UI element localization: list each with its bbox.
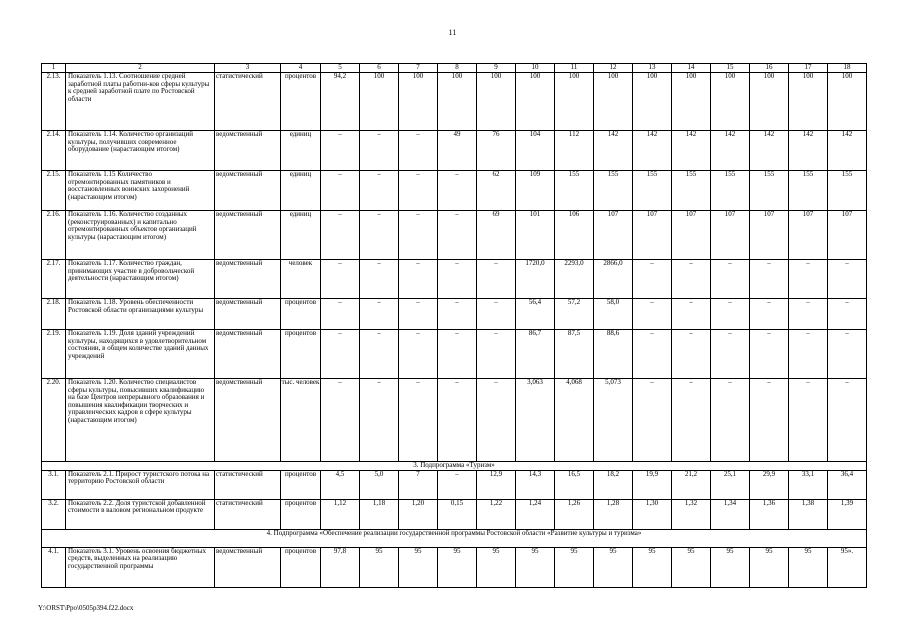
value-cell: –	[438, 171, 477, 211]
value-cell: 21,2	[672, 470, 711, 499]
value-cell: –	[750, 379, 789, 462]
value-cell: –	[321, 211, 360, 260]
value-cell: –	[360, 330, 399, 379]
value-cell: 100	[438, 73, 477, 131]
value-cell: 1,28	[594, 499, 633, 529]
value-cell: 155	[555, 171, 594, 211]
column-number: 15	[711, 64, 750, 73]
value-cell: –	[321, 131, 360, 171]
row-index: 2.19.	[42, 330, 66, 379]
value-cell: –	[789, 379, 828, 462]
value-cell: 142	[789, 131, 828, 171]
value-cell: –	[477, 379, 516, 462]
value-cell: 3,063	[516, 379, 555, 462]
value-cell: 95	[711, 547, 750, 587]
value-cell: 100	[555, 73, 594, 131]
indicator-name: Показатель 3.1. Уровень освоения бюджетных средств, выделенных на реализацию государственной программы	[66, 547, 215, 587]
value-cell: 95	[516, 547, 555, 587]
column-number: 13	[633, 64, 672, 73]
indicator-name: Показатель 1.14. Количество организаций культуры, получивших современное оборудование (нарастающим итогом)	[66, 131, 215, 171]
unit-of-measure: человек	[281, 260, 321, 299]
row-index: 2.16.	[42, 211, 66, 260]
value-cell: 97,8	[321, 547, 360, 587]
table-row	[42, 470, 867, 499]
value-cell: –	[399, 330, 438, 379]
value-cell: 29,9	[750, 470, 789, 499]
value-cell: –	[399, 260, 438, 299]
value-cell: 95	[672, 547, 711, 587]
value-cell: 107	[828, 211, 867, 260]
value-cell: 107	[633, 211, 672, 260]
row-index: 2.20.	[42, 379, 66, 462]
value-cell: 142	[828, 131, 867, 171]
indicator-name: Показатель 1.16. Количество созданных (реконструированных) и капитально отремонтированных объектов организаций культуры (нарастающим итогом)	[66, 211, 215, 260]
unit-of-measure: процентов	[281, 470, 321, 499]
indicator-name: Показатель 2.1. Прирост туристского потока на территорию Ростовской области	[66, 470, 215, 499]
value-cell: 1,32	[672, 499, 711, 529]
column-number: 14	[672, 64, 711, 73]
table-row	[42, 260, 867, 299]
data-source: статистический	[215, 499, 281, 529]
data-source: ведомственный	[215, 330, 281, 379]
data-source: ведомственный	[215, 547, 281, 587]
section-title: 3. Подпрограмма «Туризм»	[42, 462, 867, 471]
value-cell: 56,4	[516, 299, 555, 330]
section-row	[42, 529, 867, 547]
value-cell: –	[438, 379, 477, 462]
data-source: ведомственный	[215, 260, 281, 299]
value-cell: 1,12	[321, 499, 360, 529]
column-number: 12	[594, 64, 633, 73]
unit-of-measure: процентов	[281, 547, 321, 587]
value-cell: 95	[477, 547, 516, 587]
value-cell: 100	[672, 73, 711, 131]
value-cell: –	[828, 330, 867, 379]
indicator-name: Показатель 1.17. Количество граждан, принимающих участие в добровольческой деятельности (нарастающим итогом)	[66, 260, 215, 299]
value-cell: –	[750, 299, 789, 330]
value-cell: –	[321, 171, 360, 211]
value-cell: 100	[360, 73, 399, 131]
value-cell: –	[438, 260, 477, 299]
value-cell: 94,2	[321, 73, 360, 131]
value-cell: 1,24	[516, 499, 555, 529]
value-cell: 86,7	[516, 330, 555, 379]
value-cell: –	[828, 260, 867, 299]
value-cell: 1,20	[399, 499, 438, 529]
value-cell: 100	[633, 73, 672, 131]
value-cell: –	[438, 470, 477, 499]
column-number: 17	[789, 64, 828, 73]
value-cell: –	[321, 330, 360, 379]
row-index: 3.2.	[42, 499, 66, 529]
value-cell: –	[633, 260, 672, 299]
value-cell: 100	[789, 73, 828, 131]
data-source: ведомственный	[215, 131, 281, 171]
value-cell: 142	[633, 131, 672, 171]
column-number: 6	[360, 64, 399, 73]
value-cell: 5,0	[360, 470, 399, 499]
row-index: 2.17.	[42, 260, 66, 299]
indicator-name: Показатель 1.13. Соотношение средней заработной платы работни-ков сферы культуры к средней заработной плате по Ростовской области	[66, 73, 215, 131]
value-cell: –	[750, 330, 789, 379]
indicator-name: Показатель 2.2. Доля туристской добавленной стоимости в валовом региональном продукте	[66, 499, 215, 529]
column-number: 16	[750, 64, 789, 73]
value-cell: 16,5	[555, 470, 594, 499]
value-cell: 1,26	[555, 499, 594, 529]
column-number: 2	[66, 64, 215, 73]
column-number: 5	[321, 64, 360, 73]
value-cell: 1,22	[477, 499, 516, 529]
value-cell: 100	[399, 73, 438, 131]
value-cell: –	[321, 299, 360, 330]
value-cell: –	[711, 299, 750, 330]
value-cell: –	[633, 330, 672, 379]
value-cell: –	[789, 299, 828, 330]
column-number: 3	[215, 64, 281, 73]
value-cell: –	[789, 260, 828, 299]
value-cell: 95	[750, 547, 789, 587]
data-source: ведомственный	[215, 171, 281, 211]
value-cell: 95	[594, 547, 633, 587]
value-cell: 87,5	[555, 330, 594, 379]
unit-of-measure: тыс. человек	[281, 379, 321, 462]
value-cell: –	[399, 299, 438, 330]
data-source: ведомственный	[215, 379, 281, 462]
value-cell: 107	[711, 211, 750, 260]
value-cell: –	[360, 131, 399, 171]
table-row	[42, 299, 867, 330]
table-row	[42, 131, 867, 171]
section-row	[42, 462, 867, 471]
value-cell: 155	[672, 171, 711, 211]
value-cell: –	[672, 299, 711, 330]
row-index: 3.1.	[42, 470, 66, 499]
indicator-name: Показатель 1.19. Доля зданий учреждений культуры, находящихся в удовлетворительном состоянии, в общем количестве зданий данных учреждений	[66, 330, 215, 379]
value-cell: –	[477, 260, 516, 299]
unit-of-measure: процентов	[281, 330, 321, 379]
data-source: ведомственный	[215, 211, 281, 260]
value-cell: –	[672, 260, 711, 299]
value-cell: 18,2	[594, 470, 633, 499]
value-cell: 155	[711, 171, 750, 211]
value-cell: 57,2	[555, 299, 594, 330]
value-cell: 100	[594, 73, 633, 131]
row-index: 2.13.	[42, 73, 66, 131]
value-cell: –	[711, 379, 750, 462]
value-cell: 69	[477, 211, 516, 260]
value-cell: –	[360, 260, 399, 299]
column-number: 11	[555, 64, 594, 73]
value-cell: 155	[594, 171, 633, 211]
table-row	[42, 379, 867, 462]
table-row	[42, 211, 867, 260]
value-cell: 95	[360, 547, 399, 587]
data-source: статистический	[215, 470, 281, 499]
value-cell: 0,15	[438, 499, 477, 529]
value-cell: 1,30	[633, 499, 672, 529]
value-cell: 104	[516, 131, 555, 171]
unit-of-measure: единиц	[281, 131, 321, 171]
page-number: 11	[448, 28, 457, 37]
value-cell: –	[789, 330, 828, 379]
value-cell: 107	[594, 211, 633, 260]
unit-of-measure: единиц	[281, 211, 321, 260]
value-cell: –	[360, 211, 399, 260]
value-cell: –	[321, 379, 360, 462]
value-cell: 142	[750, 131, 789, 171]
value-cell: –	[399, 131, 438, 171]
value-cell: 101	[516, 211, 555, 260]
value-cell: 14,3	[516, 470, 555, 499]
table-row	[42, 547, 867, 587]
value-cell: –	[711, 260, 750, 299]
value-cell: 142	[711, 131, 750, 171]
value-cell: 88,6	[594, 330, 633, 379]
value-cell: 1,18	[360, 499, 399, 529]
value-cell: 155	[750, 171, 789, 211]
column-number: 18	[828, 64, 867, 73]
value-cell: 1,36	[750, 499, 789, 529]
value-cell: 107	[750, 211, 789, 260]
value-cell: 2866,0	[594, 260, 633, 299]
value-cell: –	[360, 171, 399, 211]
value-cell: 155	[828, 171, 867, 211]
value-cell: –	[360, 299, 399, 330]
value-cell: –	[828, 299, 867, 330]
value-cell: –	[399, 211, 438, 260]
column-number: 4	[281, 64, 321, 73]
value-cell: 155	[789, 171, 828, 211]
value-cell: 95	[789, 547, 828, 587]
column-number: 7	[399, 64, 438, 73]
indicator-name: Показатель 1.18. Уровень обеспеченности Ростовской области организациями культуры	[66, 299, 215, 330]
value-cell: –	[360, 379, 399, 462]
value-cell: 12,9	[477, 470, 516, 499]
value-cell: –	[321, 260, 360, 299]
unit-of-measure: единиц	[281, 171, 321, 211]
value-cell: –	[672, 379, 711, 462]
value-cell: 142	[594, 131, 633, 171]
value-cell: –	[477, 330, 516, 379]
data-source: статистический	[215, 73, 281, 131]
value-cell: 95».	[828, 547, 867, 587]
value-cell: –	[711, 330, 750, 379]
table-row	[42, 73, 867, 131]
unit-of-measure: процентов	[281, 499, 321, 529]
column-number: 10	[516, 64, 555, 73]
value-cell: 1720,0	[516, 260, 555, 299]
value-cell: 100	[516, 73, 555, 131]
value-cell: 95	[438, 547, 477, 587]
file-path-footer: Y:\ORST\Ppo\0505p394.f22.docx	[38, 604, 134, 612]
column-number: 8	[438, 64, 477, 73]
value-cell: –	[750, 260, 789, 299]
value-cell: 2293,0	[555, 260, 594, 299]
value-cell: –	[828, 379, 867, 462]
value-cell: 107	[789, 211, 828, 260]
value-cell: 76	[477, 131, 516, 171]
row-index: 4.1.	[42, 547, 66, 587]
unit-of-measure: процентов	[281, 299, 321, 330]
value-cell: 4,068	[555, 379, 594, 462]
value-cell: 107	[672, 211, 711, 260]
value-cell: –	[633, 379, 672, 462]
row-index: 2.15.	[42, 171, 66, 211]
value-cell: 19,9	[633, 470, 672, 499]
column-number: 1	[42, 64, 66, 73]
value-cell: 1,39	[828, 499, 867, 529]
value-cell: 5,073	[594, 379, 633, 462]
value-cell: 106	[555, 211, 594, 260]
value-cell: 58,0	[594, 299, 633, 330]
value-cell: –	[477, 299, 516, 330]
value-cell: 1,34	[711, 499, 750, 529]
value-cell: 36,4	[828, 470, 867, 499]
value-cell: 100	[828, 73, 867, 131]
value-cell: 95	[399, 547, 438, 587]
value-cell: 33,1	[789, 470, 828, 499]
value-cell: –	[399, 379, 438, 462]
value-cell: –	[438, 211, 477, 260]
section-title: 4. Подпрограмма «Обеспечение реализации государственной программы Ростовской области «Развитие культуры и туризма»	[42, 529, 867, 547]
value-cell: 49	[438, 131, 477, 171]
value-cell: 155	[633, 171, 672, 211]
value-cell: 25,1	[711, 470, 750, 499]
value-cell: –	[438, 330, 477, 379]
column-number: 9	[477, 64, 516, 73]
row-index: 2.14.	[42, 131, 66, 171]
value-cell: 95	[555, 547, 594, 587]
table-row	[42, 499, 867, 529]
value-cell: –	[672, 330, 711, 379]
value-cell: 62	[477, 171, 516, 211]
indicator-table	[41, 63, 867, 588]
data-source: ведомственный	[215, 299, 281, 330]
table-row	[42, 171, 867, 211]
value-cell: 1,38	[789, 499, 828, 529]
value-cell: –	[399, 171, 438, 211]
table-row	[42, 330, 867, 379]
value-cell: –	[633, 299, 672, 330]
value-cell: 112	[555, 131, 594, 171]
row-index: 2.18.	[42, 299, 66, 330]
indicator-name: Показатель 1.15 Количество отремонтированных памятников и восстановленных воинских захоронений (нарастающим итогом)	[66, 171, 215, 211]
value-cell: 142	[672, 131, 711, 171]
value-cell: 109	[516, 171, 555, 211]
value-cell: 7	[399, 470, 438, 499]
unit-of-measure: процентов	[281, 73, 321, 131]
value-cell: 100	[750, 73, 789, 131]
value-cell: 100	[711, 73, 750, 131]
value-cell: 95	[633, 547, 672, 587]
value-cell: –	[438, 299, 477, 330]
value-cell: 4,5	[321, 470, 360, 499]
value-cell: 100	[477, 73, 516, 131]
indicator-name: Показатель 1.20. Количество специалистов сферы культуры, повысивших квалификацию на базе Центров непрерывного образования и повышения квалификации творческих и управленческих кадров в сфере культуры (нарастающим итогом)	[66, 379, 215, 462]
header-row	[42, 64, 867, 73]
